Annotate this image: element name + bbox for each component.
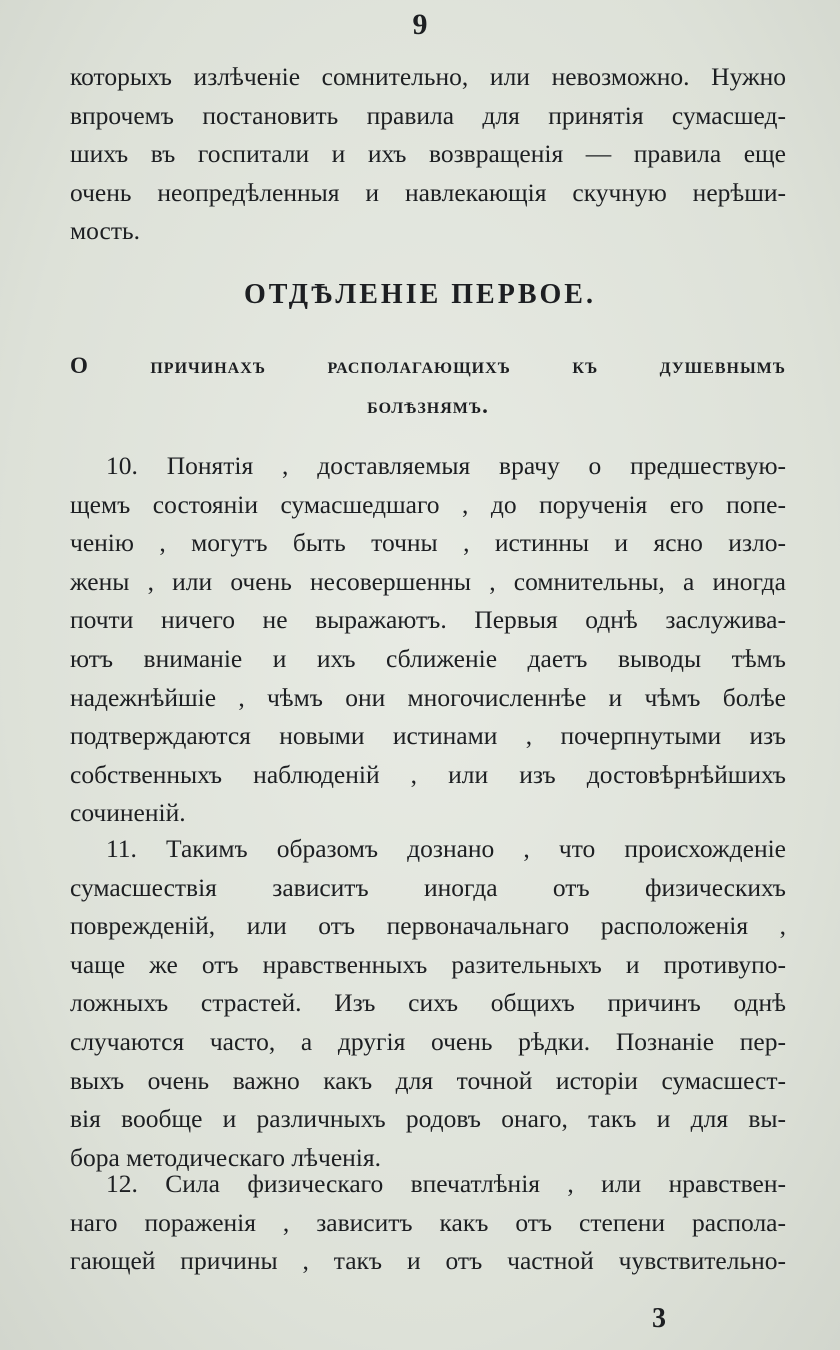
- text-line: сумасшествія зависитъ иногда отъ физическихъ: [70, 872, 786, 902]
- paragraph-11: [70, 830, 786, 1177]
- text-line: ложныхъ страстей. Изъ сихъ общихъ причинъ однѣ: [70, 988, 786, 1018]
- text-line: 12. Сила физическаго впечатлѣнія , или нравствен-: [106, 1169, 786, 1198]
- text-line: выхъ очень важно какъ для точной исторіи сумасшест-: [70, 1065, 786, 1095]
- text-line: наго пораженія , зависитъ какъ отъ степени распола-: [70, 1207, 786, 1237]
- subheading-line: О причинахъ располагающихъ къ душевнымъ: [70, 353, 786, 378]
- text-line: бора методическаго лѣченія.: [70, 1142, 381, 1172]
- text-line: шихъ въ госпитали и ихъ возвращенія — правила еще: [70, 139, 786, 169]
- text-line: 10. Понятія , доставляемыя врачу о предшествую-: [106, 451, 786, 480]
- text-line: ютъ вниманіе и ихъ сближеніе даетъ выводы тѣмъ: [70, 643, 786, 673]
- subheading-line: болѣзнямъ.: [367, 393, 489, 418]
- text-line: сочиненій.: [70, 798, 186, 828]
- paragraph-12: [70, 1165, 786, 1281]
- text-line: жены , или очень несовершенны , сомнительны, а иногда: [70, 566, 786, 596]
- text-line: щемъ состояніи сумасшедшаго , до порученія его попе-: [70, 489, 786, 519]
- text-line: очень неопредѣленныя и навлекающія скучную нерѣши-: [70, 177, 786, 207]
- text-line: надежнѣйшіе , чѣмъ они многочисленнѣе и чѣмъ болѣе: [70, 682, 786, 712]
- text-line: ченію , могутъ быть точны , истинны и ясно изло-: [70, 528, 786, 558]
- signature-mark: 3: [652, 1303, 666, 1334]
- text-line: вія вообще и различныхъ родовъ онаго, такъ и для вы-: [70, 1104, 786, 1134]
- text-line: почти ничего не выражаютъ. Первыя однѣ заслужива-: [70, 605, 786, 635]
- section-title: ОТДѢЛЕНІЕ ПЕРВОЕ.: [244, 279, 596, 310]
- text-line: случаются часто, а другія очень рѣдки. Познаніе пер-: [70, 1026, 786, 1056]
- intro-paragraph: [70, 58, 786, 251]
- section-subheading: [70, 346, 786, 426]
- text-line: чаще же отъ нравственныхъ разительныхъ и противупо-: [70, 949, 786, 979]
- paragraph-10: [70, 447, 786, 833]
- text-line: которыхъ излѣченіе сомнительно, или невозможно. Нужно: [70, 62, 786, 91]
- page-number: 9: [412, 8, 428, 41]
- text-line: собственныхъ наблюденій , или изъ достовѣрнѣйшихъ: [70, 759, 786, 789]
- text-line: 11. Такимъ образомъ дознано , что происхожденіе: [106, 834, 786, 863]
- text-line: мость.: [70, 216, 140, 246]
- text-line: поврежденій, или отъ первоначальнаго расположенія ,: [70, 911, 786, 941]
- text-line: подтверждаются новыми истинами , почерпнутыми изъ: [70, 721, 786, 751]
- text-line: впрочемъ постановить правила для принятія сумасшед-: [70, 100, 786, 130]
- text-line: гающей причины , такъ и отъ частной чувствительно-: [70, 1246, 786, 1276]
